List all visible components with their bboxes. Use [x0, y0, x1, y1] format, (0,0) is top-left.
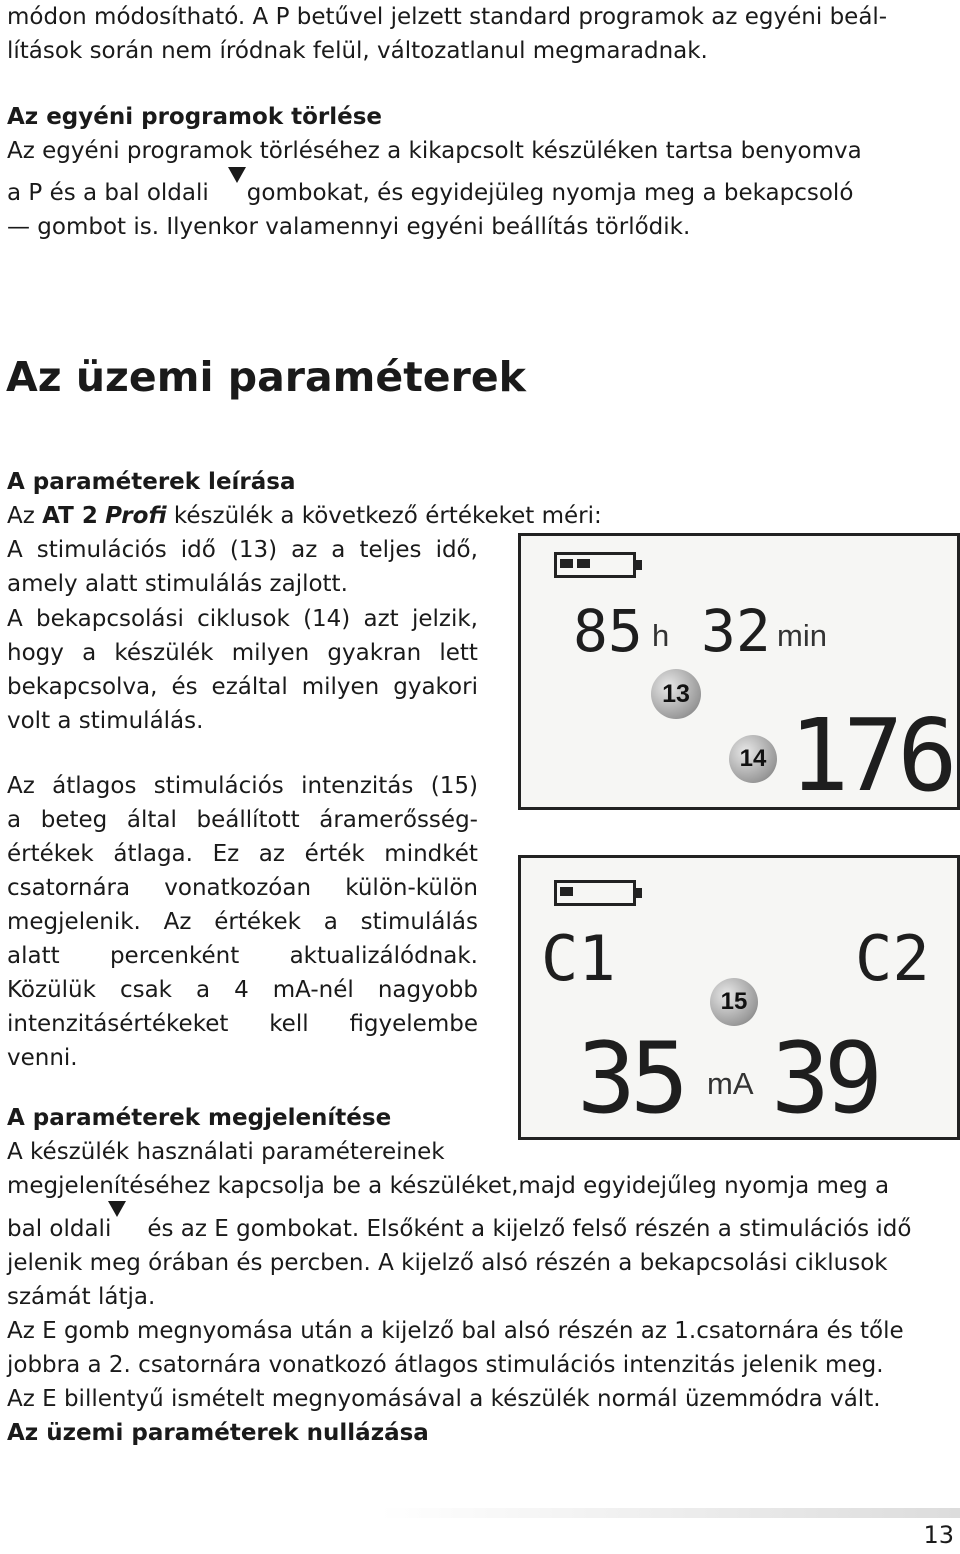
word: milyen	[301, 674, 380, 700]
params-intro-b: készülék a következő értékeket méri:	[166, 503, 602, 529]
word: lett	[439, 640, 478, 666]
display-line-3b: és az E gombokat. Elsőként a kijelző felső részén a stimulációs idő	[147, 1216, 912, 1242]
lcd-display-time-cycles	[518, 533, 960, 814]
word: gyakran	[327, 640, 422, 666]
params-heading: A paraméterek leírása	[7, 469, 296, 495]
display-line-8: Az E billentyű ismételt megnyomásával a készülék normál üzemmódra vált.	[7, 1386, 881, 1412]
word: átlagos	[52, 773, 137, 799]
word: amely alatt stimulálás zajlott.	[7, 571, 348, 597]
display-line-7: jobbra a 2. csatornára vonatkozó átlagos stimulációs intenzitás jelenik meg.	[7, 1352, 884, 1378]
word: bekapcsolva,	[7, 674, 158, 700]
paragraph-line	[7, 803, 478, 837]
battery-icon	[554, 552, 636, 578]
params-intro-profi: Profi	[105, 503, 167, 529]
paragraph-line	[7, 567, 478, 601]
word: percenként	[109, 943, 240, 969]
word: értékek	[7, 841, 94, 867]
word: beállított	[196, 807, 300, 833]
hours-value: 85	[573, 597, 643, 665]
page-title: Az üzemi paraméterek	[6, 353, 526, 401]
word: által	[126, 807, 177, 833]
word: a	[82, 640, 97, 666]
display-line-3a: bal oldali	[7, 1216, 112, 1242]
intro-line-2: lítások során nem íródnak felül, változatlanul megmaradnak.	[7, 38, 708, 64]
paragraph-line	[7, 602, 478, 636]
word: teljes	[359, 537, 422, 563]
delete-line-2a: a P és a bal oldali	[7, 180, 209, 206]
word: A	[7, 606, 23, 632]
word: csatornára	[7, 875, 131, 901]
word: Közülük	[7, 977, 96, 1003]
badge-14: 14	[729, 735, 777, 783]
display-line-3	[7, 1212, 911, 1246]
word: beteg	[40, 807, 108, 833]
paragraph-line	[7, 837, 478, 871]
word: stimulációs	[36, 537, 167, 563]
channel-2-label: C2	[855, 922, 930, 995]
display-line-5: számát látja.	[7, 1284, 156, 1310]
word: értékek	[214, 909, 301, 935]
param-paragraph-intensity	[7, 769, 478, 1075]
paragraph-line	[7, 670, 478, 704]
badge-15: 15	[710, 978, 758, 1026]
display-line-6: Az E gomb megnyomása után a kijelző bal alsó részén az 1.csatornára és tőle	[7, 1318, 904, 1344]
word: hogy	[7, 640, 64, 666]
word: A	[7, 537, 23, 563]
word: idő,	[435, 537, 478, 563]
word: volt a stimulálás.	[7, 708, 204, 734]
intro-line-1: módon módosítható. A P betűvel jelzett standard programok az egyéni beál-	[7, 4, 888, 30]
word: ciklusok	[197, 606, 290, 632]
word: külön-külön	[345, 875, 478, 901]
display-line-1: A készülék használati paramétereinek	[7, 1139, 445, 1165]
channel-2-value: 39	[771, 1022, 878, 1136]
delete-line-3: — gombot is. Ilyenkor valamennyi egyéni beállítás törlődik.	[7, 214, 691, 240]
word: 4	[234, 977, 249, 1003]
word: a	[7, 807, 22, 833]
word: nagyobb	[377, 977, 478, 1003]
word: idő	[180, 537, 216, 563]
paragraph-line	[7, 905, 478, 939]
word: csak	[119, 977, 172, 1003]
paragraph-line	[7, 533, 478, 567]
battery-icon	[554, 880, 636, 906]
paragraph-line	[7, 1041, 478, 1075]
word: áramerősség-	[319, 807, 478, 833]
page-number: 13	[923, 1521, 954, 1549]
word: a	[323, 909, 338, 935]
minutes-unit: min	[777, 618, 827, 653]
word: ezáltal	[211, 674, 288, 700]
params-intro-a: Az	[7, 503, 43, 529]
word: és	[171, 674, 198, 700]
hours-unit: h	[652, 618, 670, 653]
lcd-display-intensity	[518, 855, 960, 1140]
word: mindkét	[384, 841, 478, 867]
word: venni.	[7, 1045, 78, 1071]
minutes-value: 32	[701, 597, 771, 665]
word: Az	[7, 773, 35, 799]
delete-heading: Az egyéni programok törlése	[7, 104, 383, 130]
delete-line-2b: gombokat, és egyidejüleg nyomja meg a bekapcsoló	[246, 180, 854, 206]
word: az	[291, 537, 318, 563]
word: intenzitásértékeket	[7, 1011, 229, 1037]
params-intro	[7, 499, 602, 533]
word: megjelenik.	[7, 909, 141, 935]
word: intenzitás	[301, 773, 414, 799]
channel-1-value: 35	[577, 1022, 684, 1136]
word: átlaga.	[113, 841, 193, 867]
word: Az	[163, 909, 192, 935]
param-paragraph-time	[7, 533, 478, 601]
paragraph-line	[7, 973, 478, 1007]
word: bekapcsolási	[35, 606, 184, 632]
display-heading: A paraméterek megjelenítése	[7, 1105, 392, 1131]
paragraph-line	[7, 871, 478, 905]
paragraph-line	[7, 939, 478, 973]
cycles-value: 176	[789, 697, 952, 814]
display-line-2: megjelenítéséhez kapcsolja be a készüléket,majd egyidejűleg nyomja meg a	[7, 1173, 890, 1199]
word: vonatkozóan	[164, 875, 312, 901]
paragraph-line	[7, 636, 478, 670]
word: kell	[269, 1011, 309, 1037]
word: milyen	[231, 640, 310, 666]
reset-heading: Az üzemi paraméterek nullázása	[7, 1420, 429, 1446]
word: azt	[363, 606, 399, 632]
word: (13)	[229, 537, 278, 563]
delete-line-1: Az egyéni programok törléséhez a kikapcsolt készüléken tartsa benyomva	[7, 138, 862, 164]
word: érték	[304, 841, 365, 867]
delete-line-2	[7, 176, 853, 210]
footer-rule	[380, 1508, 960, 1518]
word: (15)	[430, 773, 478, 799]
intensity-unit: mA	[707, 1066, 754, 1101]
word: (14)	[303, 606, 351, 632]
paragraph-line	[7, 769, 478, 803]
word: figyelembe	[349, 1011, 478, 1037]
param-paragraph-cycles	[7, 602, 478, 738]
word: a	[196, 977, 211, 1003]
word: készülék	[114, 640, 214, 666]
paragraph-line	[7, 1007, 478, 1041]
word: mA-nél	[272, 977, 354, 1003]
display-line-4: jelenik meg órában és percben. A kijelző alsó részén a bekapcsolási ciklusok	[7, 1250, 888, 1276]
params-intro-model: AT 2	[42, 503, 98, 529]
word: jelzik,	[411, 606, 478, 632]
channel-1-label: C1	[541, 922, 616, 995]
word: gyakori	[393, 674, 478, 700]
badge-13: 13	[651, 669, 701, 719]
word: stimulációs	[153, 773, 284, 799]
word: Ez	[212, 841, 240, 867]
word: a	[331, 537, 346, 563]
word: az	[258, 841, 285, 867]
paragraph-line	[7, 704, 478, 738]
word: alatt	[7, 943, 60, 969]
word: aktualizálódnak.	[289, 943, 478, 969]
word: stimulálás	[360, 909, 478, 935]
